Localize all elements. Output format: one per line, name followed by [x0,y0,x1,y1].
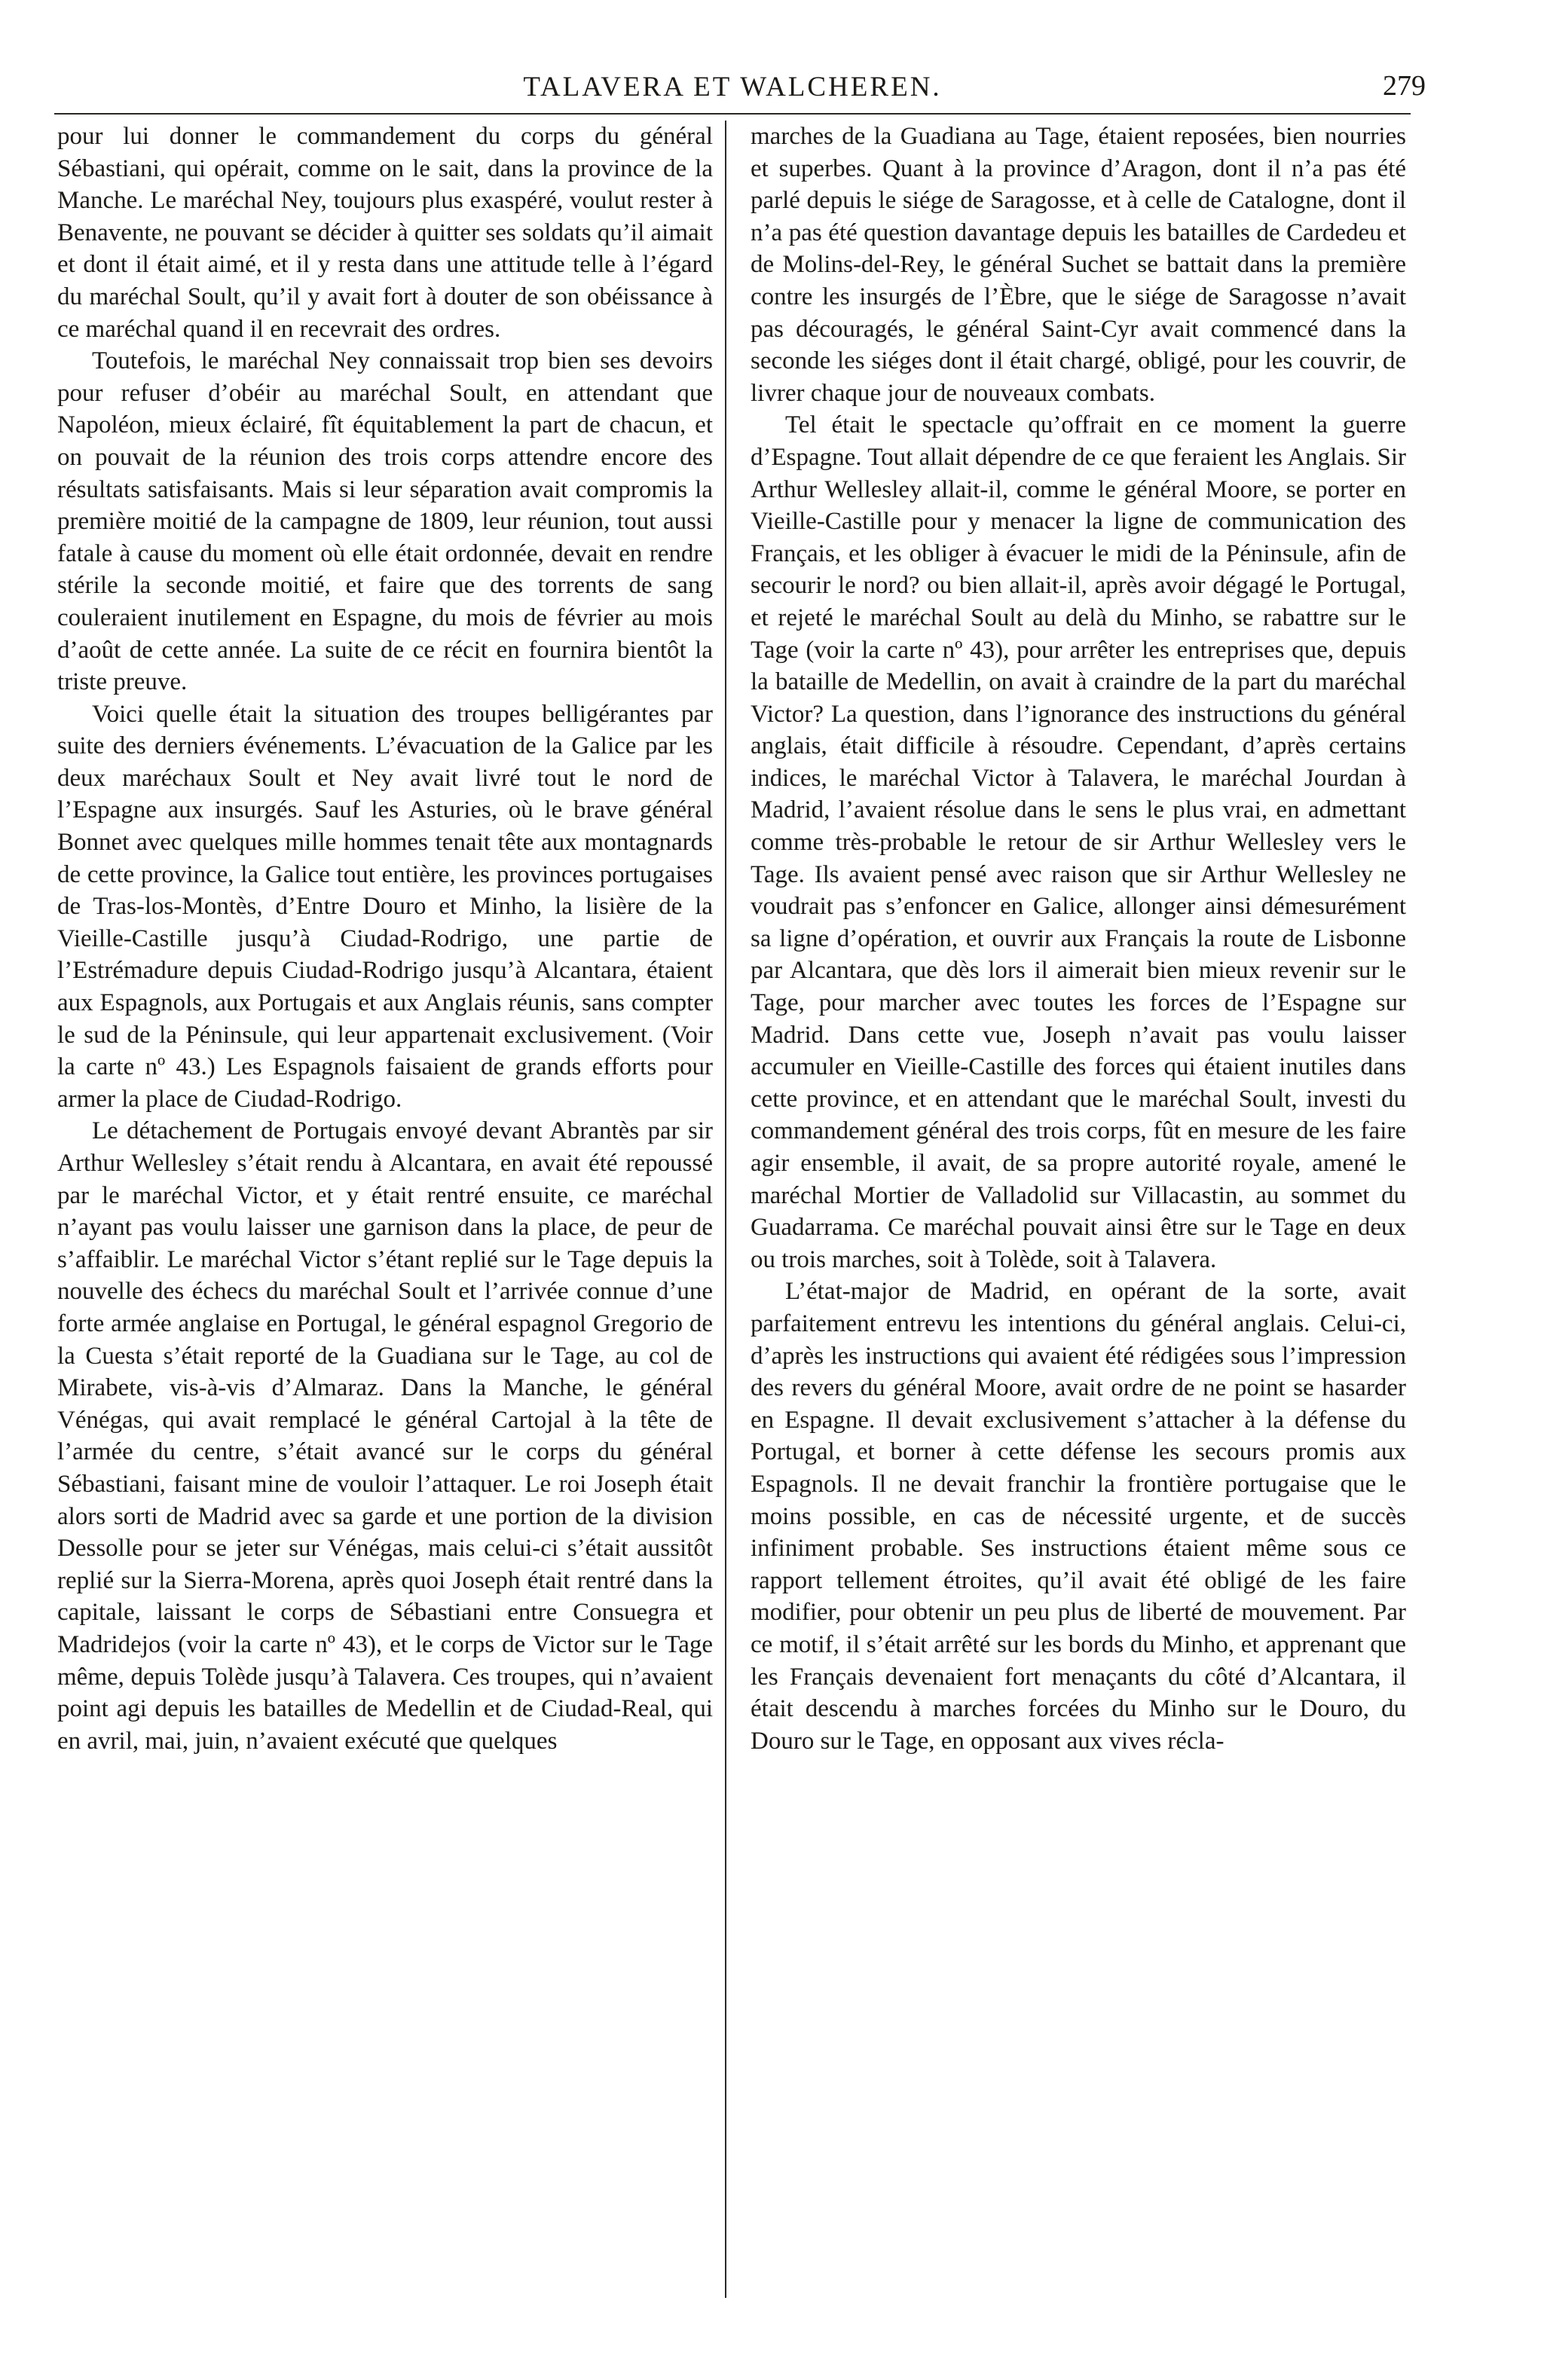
paragraph: pour lui donner le commandement du corps du général Sébastiani, qui opérait, comme on le sait, dans la province de la Manche. Le maréchal Ney, toujours plus exaspéré, voulut rester à Benavente, ne pouvant se décider à quitter ses soldats qu’il aimait et dont il était aimé, et il y resta dans une attitude telle à l’égard du maréchal Soult, qu’il y avait fort à douter de son obéissance à ce maréchal quand il en recevrait des ordres. [57,123,713,343]
left-column [57,121,713,1757]
paragraph: Voici quelle était la situation des troupes belligérantes par suite des derniers événements. L’évacuation de la Galice par les deux maréchaux Soult et Ney avait livré tout le nord de l’Espagne aux insurgés. Sauf les Asturies, où le brave général Bonnet avec quelques mille hommes tenait tête aux montagnards de cette province, la Galice tout entière, les provinces portugaises de Tras-los-Montès, d’Entre Douro et Minho, la lisière de la Vieille-Castille jusqu’à Ciudad-Rodrigo, une partie de l’Estrémadure depuis Ciudad-Rodrigo jusqu’à Alcantara, étaient aux Espagnols, aux Portugais et aux Anglais réunis, sans compter le sud de la Péninsule, qui leur appartenait exclusivement. (Voir la carte nº 43.) Les Espagnols faisaient de grands efforts pour armer la place de Ciudad-Rodrigo. [57,700,713,1113]
page-number: 279 [1383,70,1426,102]
right-column [751,121,1406,1757]
running-title: TALAVERA ET WALCHEREN. [523,72,942,102]
column-divider [725,121,726,2298]
paragraph: Toutefois, le maréchal Ney connaissait trop bien ses devoirs pour refuser d’obéir au maréchal Soult, en attendant que Napoléon, mieux éclairé, fît équitablement la part de chacun, et on pouvait de la réunion des trois corps attendre encore des résultats satisfaisants. Mais si leur séparation avait compromis la première moitié de la campagne de 1809, leur réunion, tout aussi fatale à cause du moment où elle était ordonnée, devait en rendre stérile la seconde moitié, et faire que des torrents de sang couleraient inutilement en Espagne, du mois de février au mois d’août de cette année. La suite de ce récit en fournira bientôt la triste preuve. [57,347,713,696]
paragraph: Le détachement de Portugais envoyé devant Abrantès par sir Arthur Wellesley s’était rendu à Alcantara, en avait été repoussé par le maréchal Victor, et y était rentré ensuite, ce maréchal n’ayant pas voulu laisser une garnison dans la place, de peur de s’affaiblir. Le maréchal Victor s’étant replié sur le Tage depuis la nouvelle des échecs du maréchal Soult et l’arrivée connue d’une forte armée anglaise en Portugal, le général espagnol Gregorio de la Cuesta s’était reporté de la Guadiana sur le Tage, au col de Mirabete, vis-à-vis d’Almaraz. Dans la Manche, le général Vénégas, qui avait remplacé le général Cartojal à la tête de l’armée du centre, s’était avancé sur le corps du général Sébastiani, faisant mine de vouloir l’attaquer. Le roi Joseph était alors sorti de Madrid avec sa garde et une portion de la division Dessolle pour se jeter sur Vénégas, mais celui-ci s’était aussitôt replié sur la Sierra-Morena, après quoi Joseph était rentré dans la capitale, laissant le corps de Sébastiani entre Consuegra et Madridejos (voir la carte nº 43), et le corps de Victor sur le Tage même, depuis Tolède jusqu’à Talavera. Ces troupes, qui n’avaient point agi depuis les batailles de Medellin et de Ciudad-Real, qui en avril, mai, juin, n’avaient exécuté que quelques [57,1117,713,1755]
paragraph: L’état-major de Madrid, en opérant de la sorte, avait parfaitement entrevu les intentions du général anglais. Celui-ci, d’après les instructions qui avaient été rédigées sous l’impression des revers du général Moore, avait ordre de ne point se hasarder en Espagne. Il devait exclusivement s’attacher à la défense du Portugal, et borner à cette défense les secours promis aux Espagnols. Il ne devait franchir la frontière portugaise que le moins possible, en cas de nécessité urgente, et de succès infiniment probable. Ses instructions étaient même sous ce rapport tellement étroites, qu’il avait été obligé de les faire modifier, pour obtenir un peu plus de liberté de mouvement. Par ce motif, il s’était arrêté sur les bords du Minho, et apprenant que les Français devenaient fort menaçants du côté d’Alcantara, il était descendu à marches forcées du Minho sur le Douro, du Douro sur le Tage, en opposant aux vives récla- [751,1278,1406,1755]
paragraph: Tel était le spectacle qu’offrait en ce moment la guerre d’Espagne. Tout allait dépendre de ce que feraient les Anglais. Sir Arthur Wellesley allait-il, comme le général Moore, se porter en Vieille-Castille pour y menacer la ligne de communication des Français, et les obliger à évacuer le midi de la Péninsule, afin de secourir le nord? ou bien allait-il, après avoir dégagé le Portugal, et rejeté le maréchal Soult au delà du Minho, se rabattre sur le Tage (voir la carte nº 43), pour arrêter les entreprises que, depuis la bataille de Medellin, on avait à craindre de la part du maréchal Victor? La question, dans l’ignorance des instructions du général anglais, était difficile à résoudre. Cependant, d’après certains indices, le maréchal Victor à Talavera, le maréchal Jourdan à Madrid, l’avaient résolue dans le sens le plus vrai, en admettant comme très-probable le retour de sir Arthur Wellesley vers le Tage. Ils avaient pensé avec raison que sir Arthur Wellesley ne voudrait pas s’enfoncer en Galice, allonger ainsi démesurément sa ligne d’opération, et ouvrir aux Français la route de Lisbonne par Alcantara, que dès lors il aimerait bien mieux revenir sur le Tage, pour marcher avec toutes les forces de l’Espagne sur Madrid. Dans cette vue, Joseph n’avait pas voulu laisser accumuler en Vieille-Castille des forces qui étaient inutiles dans cette province, et en attendant que le maréchal Soult, investi du commandement général des trois corps, fût en mesure de les faire agir ensemble, il avait, de sa propre autorité royale, amené le maréchal Mortier de Valladolid sur Villacastin, au sommet du Guadarrama. Ce maréchal pouvait ainsi être sur le Tage en deux ou trois marches, soit à Tolède, soit à Talavera. [751,411,1406,1273]
paragraph: marches de la Guadiana au Tage, étaient reposées, bien nourries et superbes. Quant à la province d’Aragon, dont il n’a pas été parlé depuis le siége de Saragosse, et à celle de Catalogne, dont il n’a pas été question davantage depuis les batailles de Cardedeu et de Molins-del-Rey, le général Suchet se battait dans la première contre les insurgés de l’Èbre, que le siége de Saragosse n’avait pas découragés, le général Saint-Cyr avait commencé dans la seconde les siéges dont il était chargé, obligé, pour les couvrir, de livrer chaque jour de nouveaux combats. [751,123,1406,407]
header-rule [54,113,1411,115]
page-header [54,63,1426,108]
